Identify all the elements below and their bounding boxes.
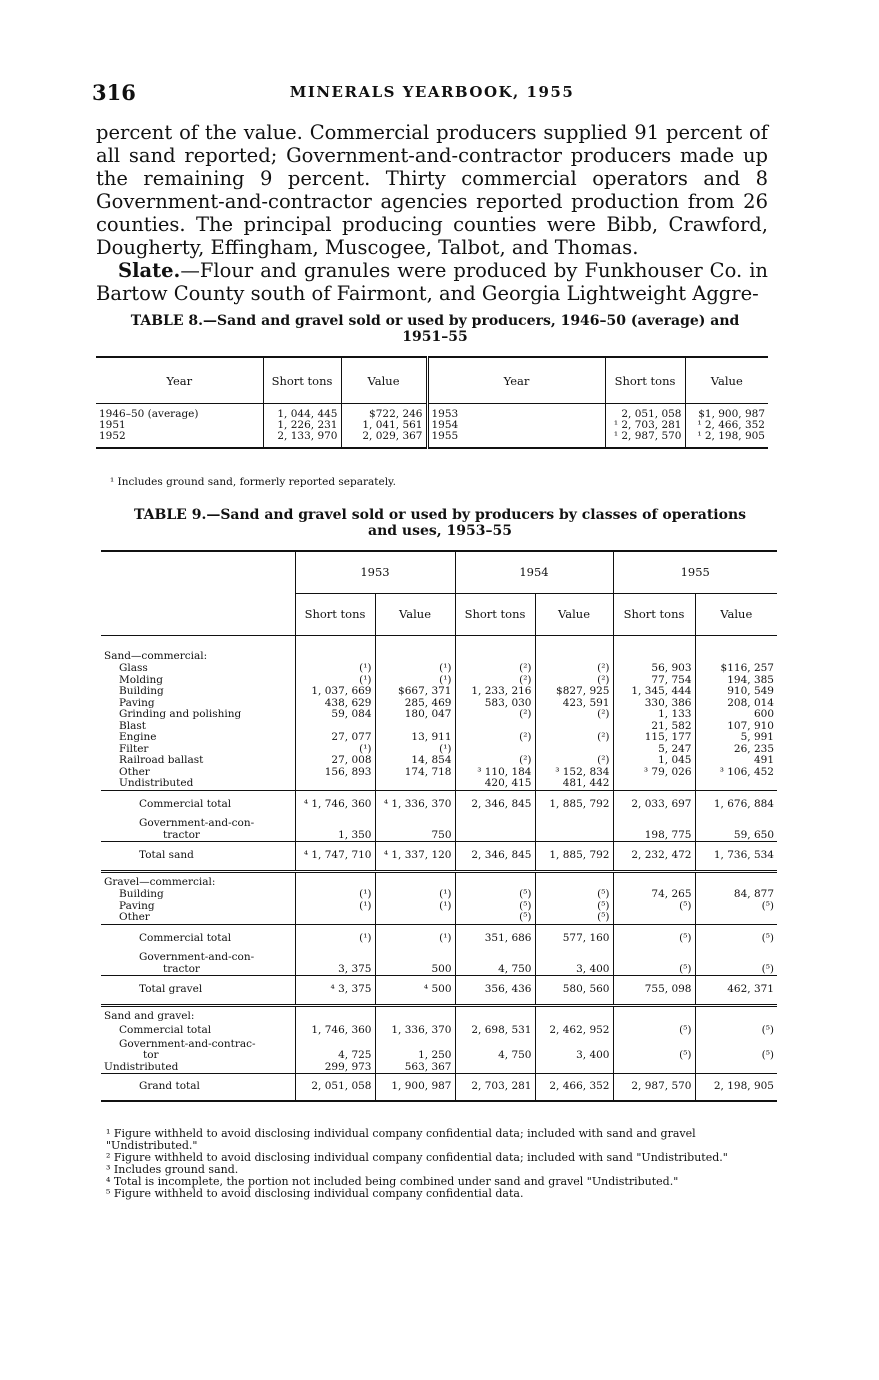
table9-cell: 462, 371 bbox=[727, 983, 774, 995]
table9-cell: (²) bbox=[455, 732, 535, 744]
table9-cell: (¹) bbox=[295, 663, 375, 675]
table9-cell: 4, 750 bbox=[455, 952, 535, 976]
table9-row-label-text: Blast bbox=[119, 720, 146, 732]
table9-row bbox=[101, 686, 777, 698]
table9-cell: 84, 877 bbox=[733, 888, 774, 900]
table9-cell: 198, 775 bbox=[613, 818, 695, 842]
table9-cell: $116, 257 bbox=[720, 662, 774, 674]
table9-row-label-text: Grinding and polishing bbox=[119, 709, 242, 720]
intro-text bbox=[96, 121, 768, 305]
table9-cell: 2, 462, 952 bbox=[535, 1023, 613, 1039]
table9-cell: (⁵) bbox=[613, 1039, 695, 1062]
table9-col-value: Value bbox=[375, 593, 455, 635]
table9-row-label-text: Paving bbox=[119, 697, 155, 709]
table9-row bbox=[101, 767, 777, 779]
page-number: 316 bbox=[92, 80, 136, 105]
table9-cell bbox=[101, 635, 295, 651]
table9-cell: 107, 910 bbox=[727, 719, 774, 732]
table9-cell: (²) bbox=[455, 755, 535, 767]
table9-cell: ⁴ 1, 336, 370 bbox=[375, 790, 455, 818]
table9-row-label-text: Railroad ballast bbox=[119, 755, 204, 766]
table9-cell: 5, 991 bbox=[740, 731, 774, 743]
table9-col-short-tons: Short tons bbox=[295, 593, 375, 635]
table9-cell: 438, 629 bbox=[295, 698, 375, 710]
table9-cell: (⁵) bbox=[613, 1023, 695, 1039]
table9-cell: 14, 854 bbox=[375, 755, 455, 767]
table9-cell bbox=[455, 818, 535, 842]
table9-cell: 59, 650 bbox=[733, 828, 774, 841]
table9-cell: (¹) bbox=[375, 889, 455, 901]
table9-cell: ³ 79, 026 bbox=[613, 767, 695, 779]
table9-cell: (⁵) bbox=[535, 912, 613, 924]
table9-cell: 1, 676, 884 bbox=[713, 797, 774, 810]
table9-cell: (²) bbox=[535, 675, 613, 687]
table9-section-label: Sand—commercial: bbox=[101, 651, 295, 663]
table9-cell: $827, 925 bbox=[535, 686, 613, 698]
table9-cell bbox=[535, 818, 613, 842]
table9-cell: 3, 375 bbox=[295, 952, 375, 976]
table9-cell: 208, 014 bbox=[727, 696, 774, 709]
table9-cell: 755, 098 bbox=[613, 976, 695, 1006]
table9-cell: 3, 400 bbox=[535, 1039, 613, 1062]
table9-cell: (²) bbox=[535, 663, 613, 675]
table9-cell: 156, 893 bbox=[295, 767, 375, 779]
table9-row bbox=[101, 755, 777, 767]
table9-cell bbox=[695, 635, 777, 651]
table9-row-label bbox=[101, 709, 295, 721]
table8-footnote: ¹ Includes ground sand, formerly reported separately. bbox=[110, 476, 396, 488]
table9-cell: 2, 346, 845 bbox=[455, 790, 535, 818]
table9-cell: ³ 110, 184 bbox=[455, 767, 535, 779]
table9-col-value: Value bbox=[535, 593, 613, 635]
table9-row bbox=[101, 889, 777, 901]
table9-row-label bbox=[101, 778, 295, 790]
table9-cell: (²) bbox=[535, 732, 613, 744]
table9-cell bbox=[455, 1062, 535, 1074]
table9-row-label bbox=[101, 721, 295, 733]
table9-row-label-line: Government-and-con- bbox=[139, 952, 255, 963]
table9-cell: 299, 973 bbox=[295, 1062, 375, 1074]
table9-row-label bbox=[101, 744, 295, 756]
table8-year-cell: 1946–50 (average) 1951 1952 bbox=[96, 404, 263, 449]
table9-year-header: 1954 bbox=[455, 551, 613, 593]
table9-row-label bbox=[101, 952, 295, 976]
table9-row-label bbox=[101, 698, 295, 710]
table9-row-label bbox=[101, 818, 295, 842]
table9-cell: 2, 346, 845 bbox=[455, 842, 535, 872]
table9-cell: (²) bbox=[455, 709, 535, 721]
table9-cell: (⁵) bbox=[455, 889, 535, 901]
table9-cell: (¹) bbox=[375, 924, 455, 952]
table9-cell: (⁵) bbox=[761, 1024, 774, 1036]
table9-cell: 74, 265 bbox=[613, 889, 695, 901]
table9-cell: (²) bbox=[455, 663, 535, 675]
table9-cell: 21, 582 bbox=[613, 721, 695, 733]
table9-cell: 2, 232, 472 bbox=[613, 842, 695, 872]
table9-cell: 491 bbox=[753, 754, 774, 766]
table9-cell: 2, 703, 281 bbox=[455, 1074, 535, 1101]
table9-cell: (²) bbox=[535, 755, 613, 767]
table9-cell bbox=[375, 1011, 455, 1023]
table9-cell bbox=[695, 912, 777, 924]
table9-row bbox=[101, 952, 777, 976]
table9-cell: (⁵) bbox=[761, 1049, 774, 1061]
table9-row-label-line: tractor bbox=[163, 962, 200, 975]
table9-cell bbox=[613, 635, 695, 651]
table9-cell bbox=[375, 778, 455, 790]
table9-row-label-line: tractor bbox=[163, 828, 200, 841]
table9-row bbox=[101, 842, 777, 872]
table9-row-label bbox=[101, 912, 295, 924]
table9-row-label bbox=[101, 675, 295, 687]
table9-col-short-tons: Short tons bbox=[613, 593, 695, 635]
table9-cell: 420, 415 bbox=[455, 778, 535, 790]
table9-cell: 174, 718 bbox=[375, 767, 455, 779]
table9-row-label-text: Filter bbox=[119, 743, 149, 755]
slate-paragraph bbox=[96, 259, 768, 305]
table9-cell: 180, 047 bbox=[375, 709, 455, 721]
table9-row-label bbox=[101, 889, 295, 901]
table8-header-short-tons: Short tons bbox=[263, 357, 341, 404]
table9-row bbox=[101, 976, 777, 1006]
table9-cell: 3, 400 bbox=[535, 952, 613, 976]
table9-cell: ⁴ 1, 337, 120 bbox=[375, 842, 455, 872]
table8-header-short-tons: Short tons bbox=[605, 357, 685, 404]
table9-cell: 577, 160 bbox=[535, 924, 613, 952]
table9-row-label bbox=[101, 901, 295, 913]
table9-year-header: 1953 bbox=[295, 551, 455, 593]
table9-cell: 1, 736, 534 bbox=[713, 849, 774, 861]
table8-header-value: Value bbox=[341, 357, 427, 404]
table9-row-label bbox=[101, 767, 295, 779]
table9-row bbox=[101, 709, 777, 721]
table9-row bbox=[101, 732, 777, 744]
table9-cell: 1, 250 bbox=[375, 1039, 455, 1062]
table9-cell: 285, 469 bbox=[375, 698, 455, 710]
table9-cell: 500 bbox=[375, 952, 455, 976]
table9-row-label-text: Undistributed bbox=[119, 778, 194, 789]
table9-cell: 77, 754 bbox=[613, 675, 695, 687]
table9-cell: 1, 336, 370 bbox=[375, 1023, 455, 1039]
table9-cell: (⁵) bbox=[761, 931, 774, 944]
table9-cell bbox=[695, 1011, 777, 1023]
table9-cell bbox=[535, 635, 613, 651]
table9-cell: 1, 037, 669 bbox=[295, 686, 375, 698]
table9-cell bbox=[455, 1011, 535, 1023]
table8 bbox=[96, 356, 768, 449]
table9-cell: (⁵) bbox=[761, 962, 774, 975]
table9-row-label-text: Other bbox=[119, 766, 150, 778]
table9-cell: 423, 591 bbox=[535, 698, 613, 710]
table8-tons-cell: 2, 051, 058 ¹ 2, 703, 281 ¹ 2, 987, 570 bbox=[605, 404, 685, 449]
table9-cell: ⁴ 1, 747, 710 bbox=[295, 842, 375, 872]
intro-paragraph: percent of the value. Commercial producers supplied 91 percent of all sand reported; Government-and-contractor producers made up the remaining 9 percent. Thirty commercial operators and 8 Government-and-contractor agencies reported production from 26 counties. The principal producing counties were Bibb, Crawford, Dougherty, Effingham, Muscogee, Talbot, and Thomas. bbox=[96, 121, 768, 259]
table9-cell: (⁵) bbox=[535, 889, 613, 901]
table9-cell: 59, 084 bbox=[295, 709, 375, 721]
table9-cell: 750 bbox=[375, 818, 455, 842]
table9-cell: (¹) bbox=[295, 924, 375, 952]
table9-cell: (¹) bbox=[295, 675, 375, 687]
table9-cell: 481, 442 bbox=[535, 778, 613, 790]
slate-text: —Flour and granules were produced by Funkhouser Co. in Bartow County south of Fairmont, and Georgia Lightweight Aggre- bbox=[96, 259, 768, 305]
table9-section-row bbox=[101, 1011, 777, 1023]
table9-title: TABLE 9.—Sand and gravel sold or used by producers by classes of operations and uses, 1953–55 bbox=[133, 507, 747, 539]
table9-cell bbox=[295, 778, 375, 790]
table9-stub-header bbox=[101, 551, 295, 635]
table9-cell bbox=[295, 1011, 375, 1023]
table9-cell: 194, 385 bbox=[727, 673, 774, 686]
table9-cell: 1, 345, 444 bbox=[613, 686, 695, 698]
table9-row bbox=[101, 778, 777, 790]
table8-title: TABLE 8.—Sand and gravel sold or used by producers, 1946–50 (average) and 1951–55 bbox=[130, 313, 740, 345]
table9-row bbox=[101, 1023, 777, 1039]
table9-cell: 2, 198, 905 bbox=[713, 1080, 774, 1092]
table9-cell: (¹) bbox=[375, 744, 455, 756]
table9-cell bbox=[695, 778, 777, 790]
table9-cell bbox=[455, 635, 535, 651]
table9-footnote: ⁴ Total is incomplete, the portion not included being combined under sand and gravel "Undistributed." bbox=[106, 1175, 679, 1188]
table9-cell: (⁵) bbox=[613, 952, 695, 976]
table9-row-label bbox=[101, 663, 295, 675]
table9-cell: 1, 133 bbox=[613, 709, 695, 721]
table9-cell: ⁴ 3, 375 bbox=[295, 976, 375, 1006]
table9-cell: 1, 233, 216 bbox=[455, 686, 535, 698]
table9-cell: 1, 746, 360 bbox=[295, 1023, 375, 1039]
table9-cell: (²) bbox=[455, 675, 535, 687]
table9-cell bbox=[295, 635, 375, 651]
table9-row-label-text: Commercial total bbox=[139, 797, 232, 810]
table9-row-label bbox=[101, 686, 295, 698]
table9-row-label-text: Undistributed bbox=[104, 1061, 179, 1073]
table9-cell: 27, 077 bbox=[295, 732, 375, 744]
table8-header-year: Year bbox=[96, 357, 263, 404]
table9-cell: 1, 900, 987 bbox=[375, 1074, 455, 1101]
table9-row-label-text: Paving bbox=[119, 900, 155, 912]
table9-cell: 13, 911 bbox=[375, 732, 455, 744]
table9-cell bbox=[535, 1011, 613, 1023]
table9-cell: (⁵) bbox=[613, 901, 695, 913]
table9-row-label bbox=[101, 755, 295, 767]
table9-cell: 1, 885, 792 bbox=[535, 842, 613, 872]
table9-row-label-text: Building bbox=[119, 889, 164, 900]
table9-cell: ⁴ 1, 746, 360 bbox=[295, 790, 375, 818]
table9-row bbox=[101, 790, 777, 818]
table9-row-label-text: Engine bbox=[119, 732, 157, 743]
table9-row-label-text: Building bbox=[119, 686, 164, 697]
table9-row-label bbox=[101, 924, 295, 952]
table9-cell: (¹) bbox=[375, 663, 455, 675]
table9-footnote: ⁵ Figure withheld to avoid disclosing individual company confidential data. bbox=[106, 1187, 524, 1200]
table9-cell: 356, 436 bbox=[455, 976, 535, 1006]
table9-row-label-text: Commercial total bbox=[139, 931, 232, 944]
table9-cell: 115, 177 bbox=[613, 732, 695, 744]
table9-cell bbox=[613, 1011, 695, 1023]
table9-spacer-row bbox=[101, 635, 777, 651]
table9-row bbox=[101, 1074, 777, 1101]
table9-row-label bbox=[101, 842, 295, 872]
table9-row-label bbox=[101, 1074, 295, 1101]
table9-section-label: Sand and gravel: bbox=[101, 1011, 295, 1023]
table9-cell: 1, 885, 792 bbox=[535, 790, 613, 818]
table9-cell: (¹) bbox=[295, 901, 375, 913]
table9 bbox=[101, 550, 777, 1102]
table9-row bbox=[101, 1039, 777, 1062]
table9-cell bbox=[375, 912, 455, 924]
table9-cell: $667, 371 bbox=[375, 686, 455, 698]
table9-cell: 580, 560 bbox=[535, 976, 613, 1006]
table9-cell bbox=[613, 778, 695, 790]
table9-row-label-line: Government-and-contrac- bbox=[119, 1038, 256, 1050]
table9-cell: 583, 030 bbox=[455, 698, 535, 710]
table9-row-label bbox=[101, 1023, 295, 1039]
table9-cell: 2, 033, 697 bbox=[613, 790, 695, 818]
table9-row-label bbox=[101, 976, 295, 1006]
table9-year-header: 1955 bbox=[613, 551, 777, 593]
table9-cell: 600 bbox=[753, 708, 774, 720]
table9-cell: 2, 987, 570 bbox=[613, 1074, 695, 1101]
table9-row bbox=[101, 912, 777, 924]
table9-section-label: Gravel—commercial: bbox=[101, 877, 295, 889]
table9-cell: ³ 106, 452 bbox=[719, 765, 774, 778]
table9-footnote: ² Figure withheld to avoid disclosing individual company confidential data; included with sand "Undistributed." bbox=[106, 1151, 728, 1164]
table9-cell bbox=[535, 1062, 613, 1074]
table9-cell: (¹) bbox=[295, 744, 375, 756]
table9-col-short-tons: Short tons bbox=[455, 593, 535, 635]
table8-value-cell: $1, 900, 987 ¹ 2, 466, 352 ¹ 2, 198, 905 bbox=[697, 408, 765, 442]
table9-cell: 26, 235 bbox=[733, 742, 774, 755]
table9-cell: 56, 903 bbox=[613, 663, 695, 675]
table9-cell: (⁵) bbox=[761, 899, 774, 912]
table9-row-label-text: Total sand bbox=[139, 849, 194, 861]
table8-header-year: Year bbox=[427, 357, 605, 404]
table9-row-label-text: Other bbox=[119, 912, 150, 923]
table9-row-label-text: Grand total bbox=[139, 1080, 200, 1092]
table9-col-value: Value bbox=[720, 607, 753, 621]
table9-row-label-line: tor bbox=[143, 1049, 159, 1061]
table9-cell: 910, 549 bbox=[727, 685, 774, 697]
table8-value-cell: $722, 246 1, 041, 561 2, 029, 367 bbox=[341, 404, 427, 449]
table9-cell: 4, 750 bbox=[455, 1039, 535, 1062]
table9-row bbox=[101, 924, 777, 952]
table9-cell: 330, 386 bbox=[613, 698, 695, 710]
table9-row-label-text: Molding bbox=[119, 674, 163, 686]
table9-cell: (⁵) bbox=[455, 901, 535, 913]
table9-row-label-text: Glass bbox=[119, 663, 148, 674]
table9-cell: (⁵) bbox=[455, 912, 535, 924]
page-header bbox=[92, 80, 772, 104]
table9-cell: ³ 152, 834 bbox=[535, 767, 613, 779]
table9-cell bbox=[375, 635, 455, 651]
running-title: MINERALS YEARBOOK, 1955 bbox=[289, 83, 575, 101]
table9-cell: (⁵) bbox=[613, 924, 695, 952]
table9-cell: 1, 045 bbox=[613, 755, 695, 767]
slate-label: Slate. bbox=[118, 259, 181, 282]
table9-cell: (²) bbox=[535, 709, 613, 721]
table9-row-label-text: Total gravel bbox=[139, 983, 203, 995]
table9-cell: (¹) bbox=[375, 675, 455, 687]
table9-cell: 1, 350 bbox=[295, 818, 375, 842]
table9-row-label-text: Commercial total bbox=[119, 1024, 212, 1036]
table9-cell: 351, 686 bbox=[455, 924, 535, 952]
table9-cell bbox=[695, 1062, 777, 1074]
table9-footnote: ³ Includes ground sand. bbox=[106, 1163, 239, 1176]
table9-row bbox=[101, 663, 777, 675]
table9-row-label-line: Government-and-con- bbox=[139, 818, 255, 829]
table9-cell: 563, 367 bbox=[375, 1062, 455, 1074]
table9-row-label bbox=[101, 1062, 295, 1074]
table9-cell bbox=[613, 1062, 695, 1074]
table9-cell: 2, 466, 352 bbox=[535, 1074, 613, 1101]
table9-footnotes bbox=[106, 1128, 778, 1200]
table9-row bbox=[101, 1062, 777, 1074]
table9-cell: 4, 725 bbox=[295, 1039, 375, 1062]
table9-cell: (¹) bbox=[375, 901, 455, 913]
table8-header-value: Value bbox=[685, 357, 768, 404]
table9-cell: 2, 051, 058 bbox=[295, 1074, 375, 1101]
table9-cell: 5, 247 bbox=[613, 744, 695, 756]
table8-year-cell: 1953 1954 1955 bbox=[427, 404, 605, 449]
table9-row-label bbox=[101, 1039, 295, 1062]
table9-cell bbox=[295, 912, 375, 924]
table9-row-label bbox=[101, 732, 295, 744]
table8-tons-cell: 1, 044, 445 1, 226, 231 2, 133, 970 bbox=[263, 404, 341, 449]
table9-cell: (¹) bbox=[295, 889, 375, 901]
table9-cell bbox=[613, 912, 695, 924]
table9-cell: 27, 008 bbox=[295, 755, 375, 767]
table9-row bbox=[101, 901, 777, 913]
table9-cell: ⁴ 500 bbox=[375, 976, 455, 1006]
table9-footnote: ¹ Figure withheld to avoid disclosing individual company confidential data; included with sand and gravel "Undistributed." bbox=[106, 1127, 696, 1152]
table9-cell: 2, 698, 531 bbox=[455, 1023, 535, 1039]
table9-row bbox=[101, 818, 777, 842]
table9-row-label bbox=[101, 790, 295, 818]
table9-cell: (⁵) bbox=[535, 901, 613, 913]
